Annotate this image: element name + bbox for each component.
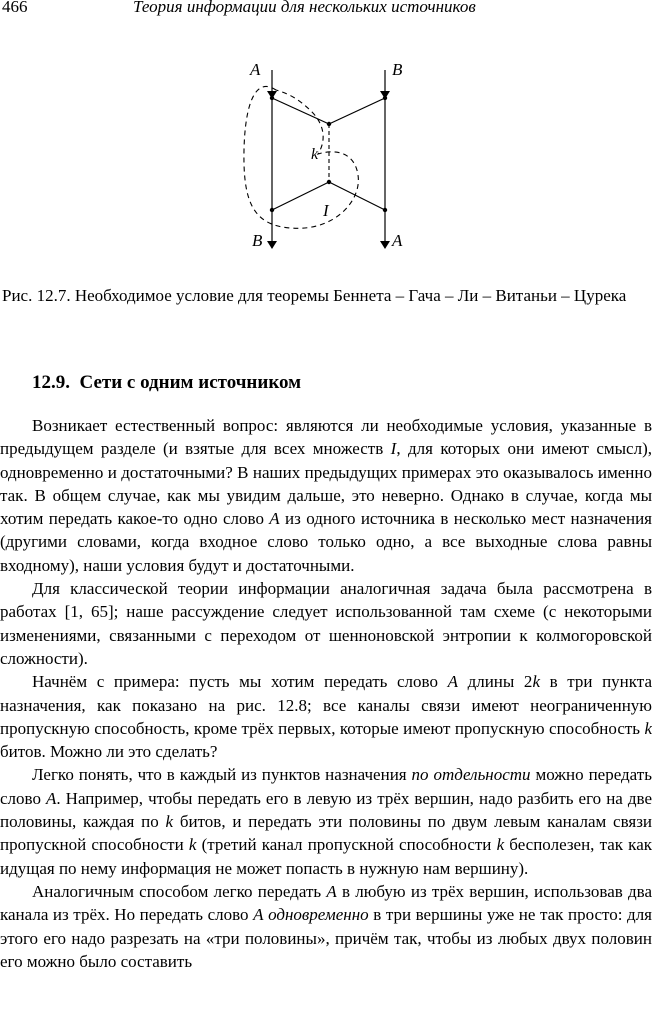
label-bottom-right: A xyxy=(392,231,403,250)
node-bottom-center xyxy=(327,180,331,184)
paragraph xyxy=(0,880,652,973)
edge-bottom-right xyxy=(329,182,385,210)
text-run: в три вершины уже не так просто: для этого его надо разрезать на «три половины», причём так, чтобы из любых двух половин его можно было составить xyxy=(0,905,652,971)
paragraph xyxy=(0,577,652,670)
text-run: Для классической теории информации аналогичная задача была рассмотрена в работах [1, 65]; наше рассуждение следует использованной там схеме (с некоторыми изменениями, связанными с переходом от шенноновской энтропии к колмогоровской сложности). xyxy=(0,579,652,668)
italic-text: k xyxy=(644,718,652,738)
section-heading xyxy=(32,370,301,396)
text-run: (третий канал пропускной способности xyxy=(196,835,497,855)
italic-text: k xyxy=(165,812,174,832)
text-run: из одного источника в несколько мест назначения (другими словами, когда входное слово только одно, а все выходные слова равны входному), наши условия будут и достаточными. xyxy=(0,509,652,575)
node-top-center xyxy=(327,122,331,126)
node-top-left xyxy=(270,96,274,100)
text-run: битов. Можно ли это сделать? xyxy=(0,742,218,762)
text-run: Начнём с примера: пусть мы хотим передать слово xyxy=(32,672,448,692)
italic-text: A xyxy=(269,509,280,529)
text-run: длины 2 xyxy=(457,672,533,692)
text-run: Аналогичным способом легко передать xyxy=(32,881,327,901)
text-run: можно передать слово xyxy=(0,765,652,808)
label-top-left: A xyxy=(250,60,261,79)
paragraph xyxy=(0,763,652,879)
text-run: Легко понять, что в каждый из пунктов назначения xyxy=(32,765,412,785)
text-run: . Например, чтобы передать его в левую из трёх вершин, надо разбить его на две половины, каждая по xyxy=(0,788,652,832)
label-bottom-left: B xyxy=(252,231,263,250)
text-run: битов, и передать эти половины по двум левым каналам связи пропускной способности xyxy=(0,812,652,855)
italic-text: A xyxy=(326,881,337,901)
italic-text: A xyxy=(46,788,57,808)
italic-text: одновременно xyxy=(268,905,369,925)
italic-text: по отдельности xyxy=(411,765,531,785)
node-top-right xyxy=(383,96,387,100)
paragraph xyxy=(0,414,652,577)
edge-bottom-left xyxy=(272,182,329,210)
set-boundary-dashed xyxy=(244,86,358,228)
text-run: , для которых они имеют смысл), одновременно и достаточными? В наших предыдущих примерах это оказывалось именно так. В общем случае, как мы увидим дальше, это неверно. Однако в случае, когда мы хотим передать какое-то одно слово xyxy=(0,439,652,529)
body-text xyxy=(0,414,652,973)
node-bottom-right xyxy=(383,208,387,212)
italic-text: A xyxy=(253,905,264,925)
section-title: Сети с одним источником xyxy=(79,372,302,393)
node-bottom-left xyxy=(270,208,274,212)
label-region: I xyxy=(323,201,329,220)
running-title: Теория информации для нескольких источников xyxy=(133,0,476,16)
italic-text: k xyxy=(532,672,540,692)
text-run: в любую из трёх вершин, использовав два канала из трёх. Но передать слово xyxy=(0,881,652,925)
italic-text: k xyxy=(188,835,197,855)
label-center: k xyxy=(311,146,319,163)
network-figure xyxy=(0,50,652,260)
page-header xyxy=(0,0,652,20)
edge-top-right xyxy=(329,98,385,124)
paragraph xyxy=(0,670,652,763)
network-diagram xyxy=(0,50,652,260)
figure-caption: Рис. 12.7. Необходимое условие для теоремы Беннета – Гача – Ли – Витаньи – Цурека xyxy=(2,286,627,305)
text-run: Возникает естественный вопрос: являются ли необходимые условия, указанные в предыдущем разделе (и взятые для всех множеств xyxy=(0,416,652,459)
italic-text: k xyxy=(496,835,505,855)
text-run: в три пункта назначения, как показано на рис. 12.8; все каналы связи имеют неограниченную пропускную способность, кроме трёх первых, которые имеют пропускную способность xyxy=(0,672,652,738)
label-top-right: B xyxy=(392,60,403,79)
italic-text: I xyxy=(390,439,397,459)
italic-text: A xyxy=(447,672,458,692)
section-number: 12.9. xyxy=(32,372,70,393)
page-number: 466 xyxy=(2,0,28,16)
text-run: бесполезен, так как идущая по нему информация не может попасть в нужную нам вершину). xyxy=(0,835,652,878)
